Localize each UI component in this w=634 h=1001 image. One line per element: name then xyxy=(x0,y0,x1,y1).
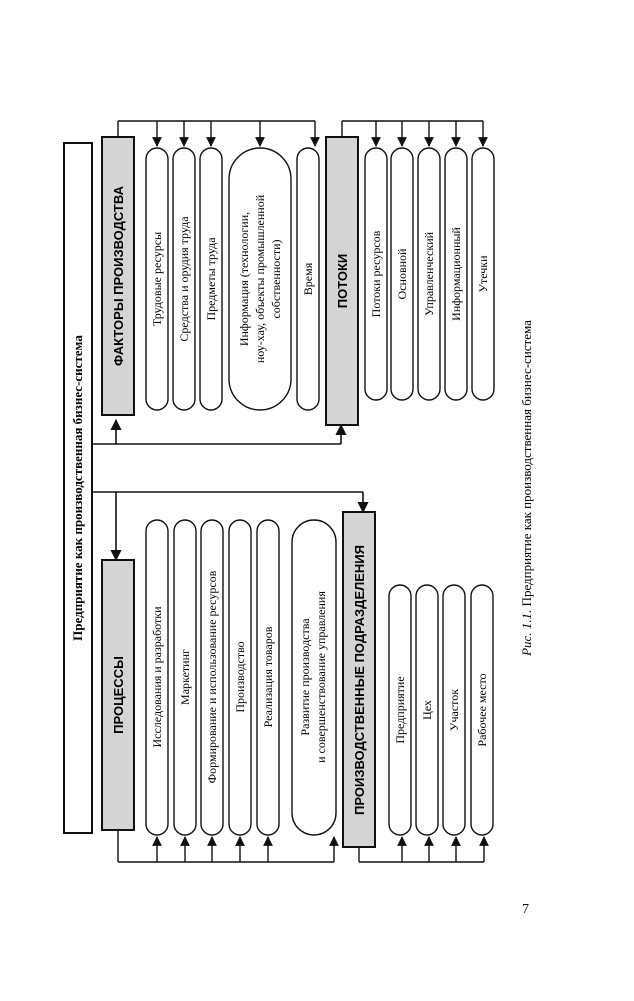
process-dev-text-line: Развитие производства xyxy=(298,618,312,736)
figure-caption-label: Рис. 1.1. xyxy=(519,609,534,656)
page-number: 7 xyxy=(522,902,529,917)
figure-caption xyxy=(519,320,534,657)
flows-header-text: ПОТОКИ xyxy=(335,253,350,309)
factor-item-text: Трудовые ресурсы xyxy=(150,231,164,327)
units-header-text: ПРОИЗВОДСТВЕННЫЕ ПОДРАЗДЕЛЕНИЯ xyxy=(352,545,367,815)
processes-bracket xyxy=(118,830,334,862)
process-item-text: Исследования и разработки xyxy=(150,606,164,748)
flow-item-text: Основной xyxy=(395,248,409,300)
flows-bracket xyxy=(342,121,483,146)
process-item-text: Реализация товаров xyxy=(261,626,275,728)
figure-caption-text: Предприятие как производственная бизнес-система xyxy=(519,320,534,607)
unit-item-text: Участок xyxy=(447,688,461,732)
process-item-text: Производство xyxy=(233,641,247,713)
processes-header-text: ПРОЦЕССЫ xyxy=(111,656,126,734)
unit-item-text: Рабочее место xyxy=(475,673,489,747)
factor-info-text-line: собственности) xyxy=(269,239,283,319)
factors-bracket xyxy=(118,121,315,146)
factors-header-text: ФАКТОРЫ ПРОИЗВОДСТВА xyxy=(111,185,126,367)
flow-item-text: Утечки xyxy=(476,255,490,293)
factor-item-text: Предметы труда xyxy=(204,237,218,321)
factor-info-text-line: Информация (технологии, xyxy=(237,211,251,347)
unit-item-text: Предприятие xyxy=(393,676,407,744)
unit-item-text: Цех xyxy=(420,700,434,720)
factor-item-text: Средства и орудия труда xyxy=(177,216,191,342)
flow-item-text: Управленческий xyxy=(422,231,436,317)
process-item-text: Маркетинг xyxy=(178,649,192,705)
flow-item-text: Информационный xyxy=(449,227,463,321)
flow-item-text: Потоки ресурсов xyxy=(369,230,383,318)
factor-item-text: Время xyxy=(301,262,315,296)
main-title-text: Предприятие как производственная бизнес-система xyxy=(70,335,85,641)
factor-info-text-line: ноу-хау, объекты промышленной xyxy=(253,194,267,364)
process-item-text: Формирование и использование ресурсов xyxy=(205,570,219,784)
units-bracket xyxy=(359,837,484,862)
process-dev-text-line: и совершенствование управления xyxy=(314,591,328,763)
